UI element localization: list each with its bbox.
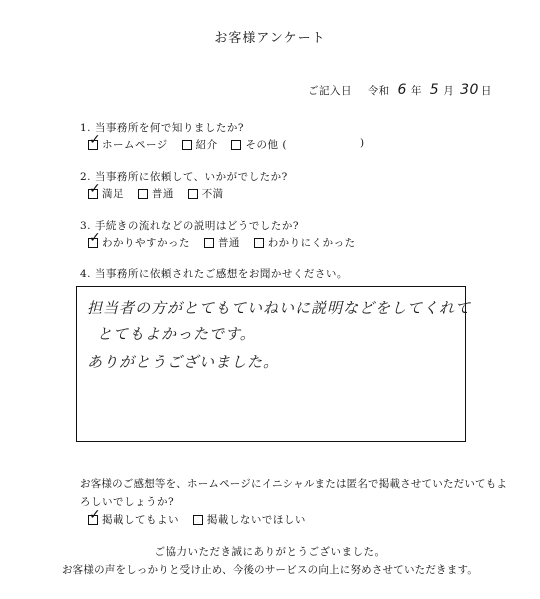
q1-option-other[interactable]: その他 ( [231,137,286,152]
date-month-unit: 月 [443,85,455,97]
checkmark-icon: ✓ [89,506,102,523]
q2-option-average[interactable]: 普通 [138,186,174,201]
checkbox[interactable] [88,131,102,150]
consent-options [88,506,316,528]
date-month: 5 [429,82,440,98]
closing-line-2: お客様の声をしっかりと受け止め、今後のサービスの向上に努めさせていただきます。 [61,564,479,576]
q4-question: 4. 当事務所に依頼されたご感想をお聞かせください。 [80,268,348,280]
checkbox[interactable] [204,238,214,248]
q1-question: 1. 当事務所を何で知りましたか? [80,122,244,134]
q2-option-satisfied[interactable]: ✓ 満足 [89,180,124,200]
checkbox[interactable] [231,140,241,150]
date-year: 6 [397,82,407,98]
date-day: 30 [460,82,479,98]
checkbox[interactable] [138,189,148,199]
checkmark-icon: ✓ [89,131,102,148]
q2-option-dissatisfied[interactable]: 不満 [188,186,224,201]
q2-options [88,180,234,202]
q1-option-homepage[interactable]: ✓ ホームページ [89,131,168,151]
consent-option-allow[interactable]: ✓ 掲載してもよい [89,506,179,526]
q2-question: 2. 当事務所に依頼して、いかがでしたか? [80,171,288,183]
q3-option-unclear[interactable]: わかりにくかった [254,235,356,250]
consent-option-deny[interactable]: 掲載しないでほしい [193,512,306,527]
consent-text-line-2: ろしいでしょうか? [80,496,175,508]
q3-option-average[interactable]: 普通 [204,235,240,250]
comment-line-1: 担当者の方がとてもていねいに説明などをしてくれて [87,299,472,317]
comment-box[interactable] [76,286,472,442]
comment-line-2: とてもよかったです。 [97,325,256,343]
q3-option-clear[interactable]: ✓ わかりやすかった [89,229,190,249]
checkbox[interactable] [88,180,102,199]
date-row [308,82,492,98]
date-era: 令和 [367,85,390,97]
page-title: お客様アンケート [214,31,326,46]
checkbox[interactable] [88,506,102,525]
q1-options [88,131,365,153]
checkbox[interactable] [188,189,198,199]
closing-line-1: ご協力いただき誠にありがとうございました。 [154,546,386,558]
consent-text-line-1: お客様のご感想等を、ホームページにイニシャルまたは匿名で掲載させていただいてもよ [80,478,508,490]
q3-question: 3. 手続きの流れなどの説明はどうでしたか? [80,220,299,232]
checkbox[interactable] [182,140,192,150]
date-day-unit: 日 [480,85,492,97]
checkmark-icon: ✓ [89,229,102,246]
q1-option-referral[interactable]: 紹介 [182,137,218,152]
date-label: ご記入日 [308,85,352,97]
q1-other-close-paren: ) [360,137,365,149]
checkbox[interactable] [254,238,264,248]
checkbox[interactable] [193,515,203,525]
comment-line-3: ありがとうございました。 [87,353,280,371]
checkmark-icon: ✓ [89,180,102,197]
date-year-unit: 年 [410,85,422,97]
checkbox[interactable] [88,229,102,248]
q3-options [88,229,366,251]
